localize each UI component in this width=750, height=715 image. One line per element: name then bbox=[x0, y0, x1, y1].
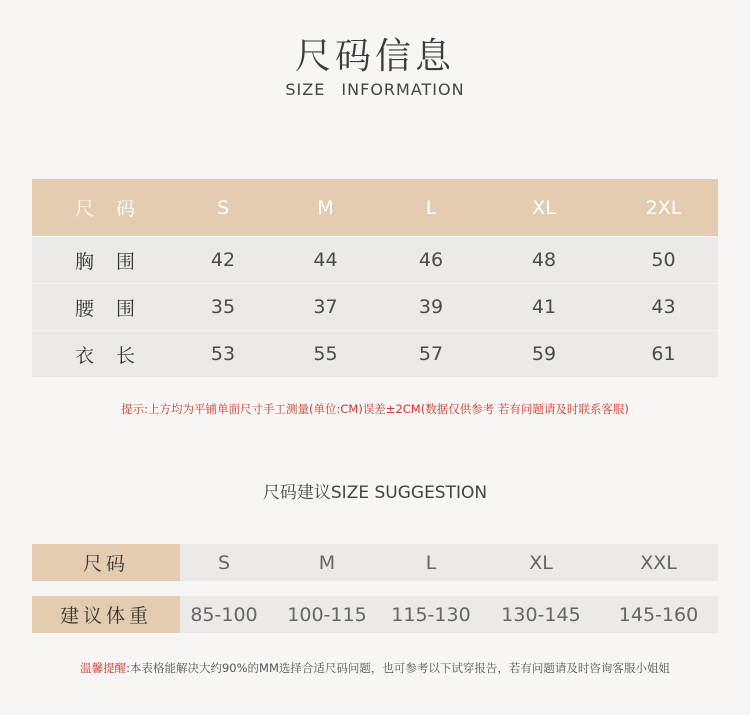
size-table-header-s: S bbox=[216, 196, 230, 219]
row-label-length: 衣长 bbox=[74, 344, 157, 367]
suggestion-weight-row bbox=[32, 596, 718, 633]
table-cell: 41 bbox=[531, 296, 557, 318]
table-cell: 53 bbox=[210, 343, 236, 365]
table-row-chest bbox=[32, 237, 718, 283]
table-cell: 57 bbox=[418, 343, 444, 365]
table-cell: 115-130 bbox=[391, 603, 471, 626]
table-cell: 59 bbox=[531, 343, 557, 365]
size-info-table bbox=[32, 179, 718, 377]
table-cell: M bbox=[318, 551, 336, 574]
table-cell: 43 bbox=[651, 296, 676, 318]
suggestion-title: 尺码建议SIZE SUGGESTION bbox=[262, 483, 488, 503]
table-cell: 46 bbox=[418, 249, 444, 271]
table-cell: 42 bbox=[210, 249, 236, 271]
size-suggestion-table bbox=[32, 544, 718, 633]
table-cell: XL bbox=[529, 551, 553, 574]
table-cell: XXL bbox=[640, 551, 677, 574]
table-cell: 61 bbox=[651, 343, 676, 365]
suggestion-weight-label: 建议体重 bbox=[32, 596, 180, 633]
size-table-header-xl: XL bbox=[532, 196, 556, 219]
table-row-length bbox=[32, 331, 718, 377]
size-table-header-m: M bbox=[317, 196, 334, 219]
table-cell: 39 bbox=[418, 296, 444, 318]
table-cell: L bbox=[425, 551, 437, 574]
table-cell: 100-115 bbox=[287, 603, 367, 626]
table-cell: 44 bbox=[313, 249, 338, 271]
table-cell: 37 bbox=[313, 296, 338, 318]
table-cell: 55 bbox=[313, 343, 338, 365]
size-table-header-l: L bbox=[425, 196, 437, 219]
size-table-header-row bbox=[32, 179, 718, 236]
table-cell: 50 bbox=[651, 249, 676, 271]
table-cell: 130-145 bbox=[501, 603, 581, 626]
suggestion-size-label: 尺码 bbox=[32, 544, 180, 581]
table-row-waist bbox=[32, 284, 718, 330]
page-title: 尺码信息 bbox=[294, 36, 455, 77]
size-table-header-label: 尺码 bbox=[74, 198, 157, 220]
footer-note-text: :本表格能解决大约90%的MM选择合适尺码问题，也可参考以下试穿报告，若有问题请及时咨询客服小姐姐 bbox=[126, 661, 670, 675]
row-label-chest: 胸围 bbox=[74, 250, 157, 273]
measurement-note: 提示:上方均为平铺单面尺寸手工测量(单位:CM)误差±2CM(数据仅供参考 若有问题请及时联系客服) bbox=[121, 402, 629, 416]
suggestion-size-row bbox=[32, 544, 718, 581]
table-cell: S bbox=[217, 551, 231, 574]
footer-note bbox=[0, 660, 750, 676]
table-cell: 35 bbox=[210, 296, 236, 318]
page-subtitle: SIZE INFORMATION bbox=[285, 80, 465, 99]
table-cell: 85-100 bbox=[190, 603, 258, 626]
table-cell: 145-160 bbox=[618, 603, 699, 626]
size-table-header-2xl: 2XL bbox=[645, 196, 682, 219]
row-label-waist: 腰围 bbox=[74, 297, 157, 320]
footer-note-highlight: 温馨提醒 bbox=[80, 661, 127, 675]
table-cell: 48 bbox=[531, 249, 557, 271]
